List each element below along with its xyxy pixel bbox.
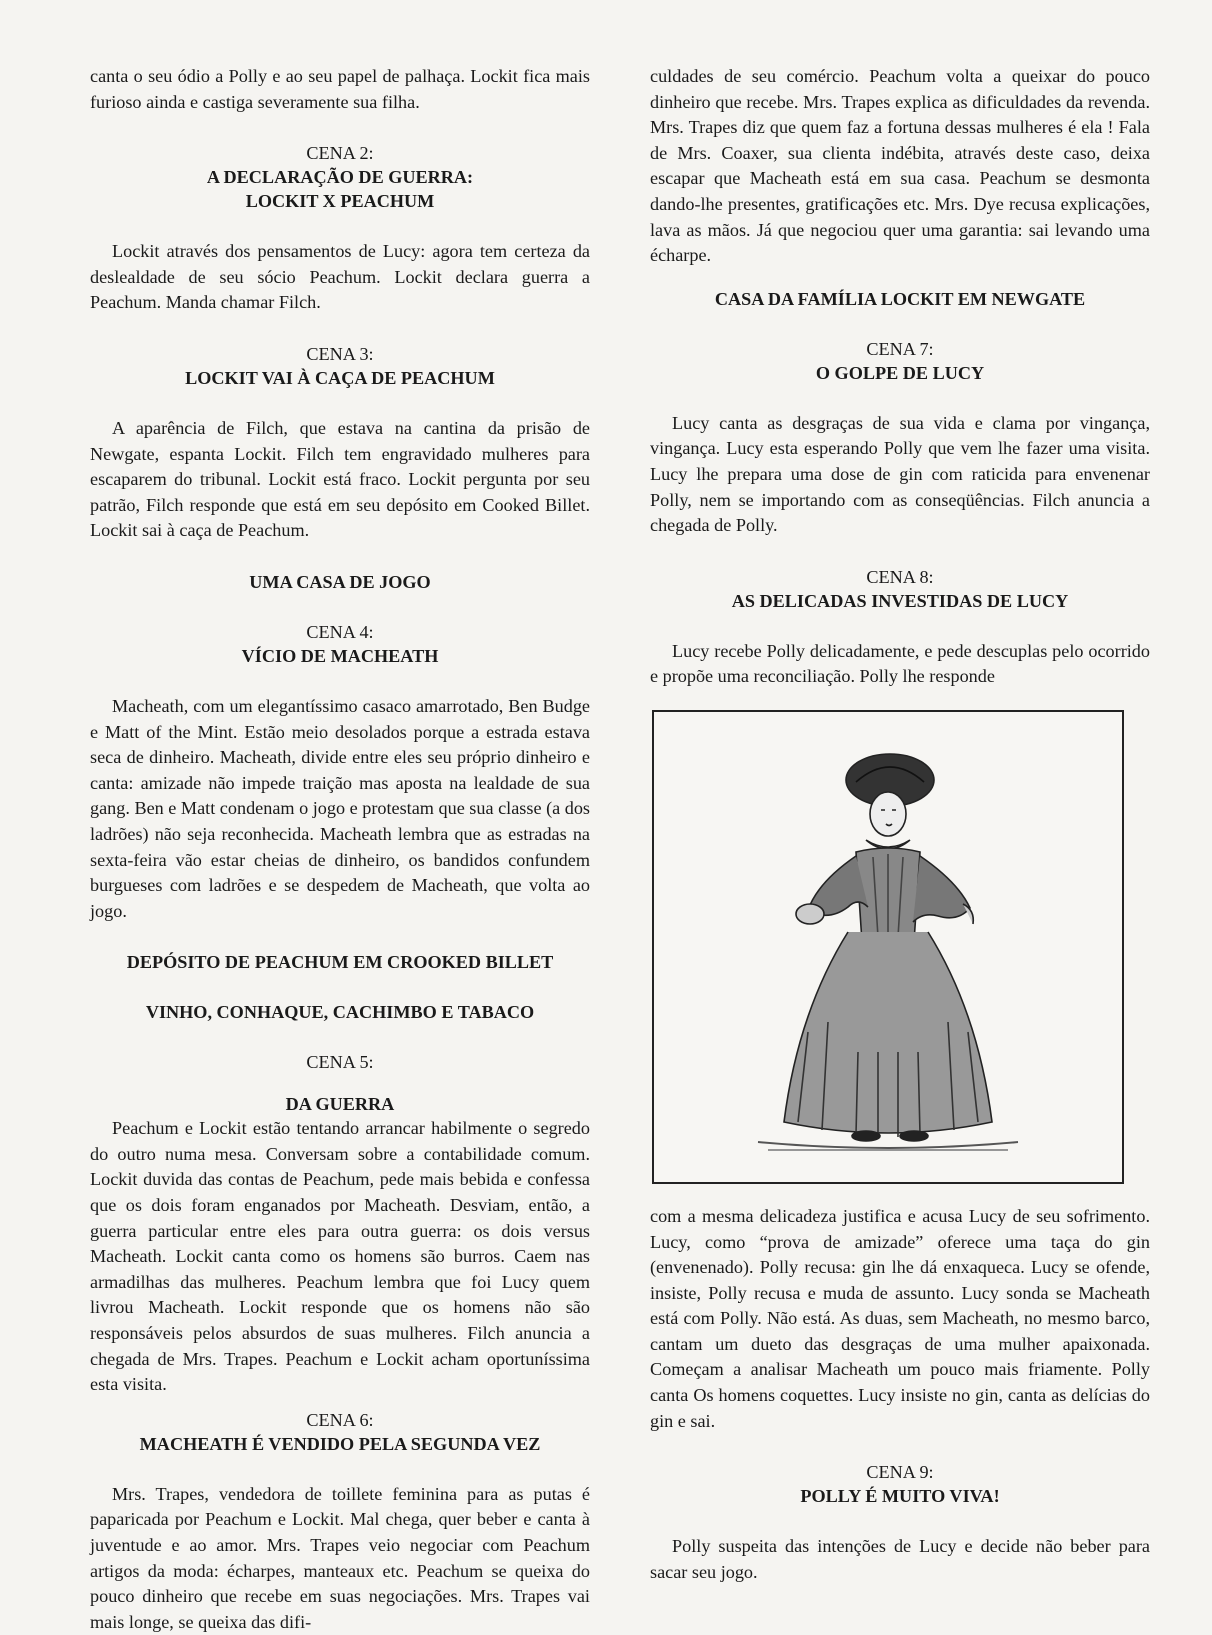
woman-engraving-illustration [738,732,1038,1162]
scene-title: DA GUERRA [285,1094,395,1115]
location-heading: DEPÓSITO DE PEACHUM EM CROOKED BILLET [126,952,554,973]
scene-number: CENA 9: [866,1462,934,1483]
scene-title: LOCKIT X PEACHUM [245,191,435,212]
paragraph: canta o seu ódio a Polly e ao seu papel de palhaça. Lockit fica mais furioso ainda e castiga severamente sua filha. [90,66,590,112]
scene-number: CENA 3: [306,343,374,364]
scene-number: CENA 4: [306,621,374,642]
scene-title: POLLY É MUITO VIVA! [800,1486,1000,1507]
paragraph: Macheath, com um elegantíssimo casaco amarrotado, Ben Budge e Matt of the Mint. Estão meio desolados porque a estrada estava seca de dinheiro. Macheath, divide entre eles seu próprio dinheiro e canta: amizade não impede traição mas aposta na lealdade de sua gang. Ben e Matt condenam o jogo e protestam que sua classe (a dos ladrões) não seja reconhecida. Macheath lembra que as estradas na sexta-feira vão estar cheias de dinheiro, os bandidos confundem burgueses com ladrões e se despedem de Macheath, que volta ao jogo. [90,695,591,921]
scene-number: CENA 6: [306,1409,374,1430]
paragraph: Peachum e Lockit estão tentando arrancar habilmente o segredo do outro numa mesa. Conversam sobre a contabilidade comum. Lockit duvida das contas de Peachum, pede mais bebida e confessa que os dois foram enganados por Macheath. Desviam, então, a guerra particular entre eles para outra guerra: os dois versus Macheath. Lockit canta como os homens são burros. Caem nas armadilhas das mulheres. Peachum lembra que foi Lucy quem livrou Macheath. Lockit responde que os homens não são responsáveis pelos absurdos de suas mulheres. Filch anuncia a chegada de Mrs. Trapes. Peachum e Lockit acham oportuníssima esta visita. [90,1118,590,1395]
scene-title: AS DELICADAS INVESTIDAS DE LUCY [731,590,1069,611]
scene-heading [90,1408,590,1456]
location-heading: UMA CASA DE JOGO [249,571,431,592]
scene-heading [90,141,590,213]
scene-title: VÍCIO DE MACHEATH [241,645,439,666]
left-column [90,64,590,1635]
location-heading: CASA DA FAMÍLIA LOCKIT EM NEWGATE [714,288,1086,309]
scene-number: CENA 7: [866,338,934,359]
scene-title: LOCKIT VAI À CAÇA DE PEACHUM [185,367,495,388]
paragraph: Lockit através dos pensamentos de Lucy: agora tem certeza da deslealdade de seu sócio Peachum. Lockit declara guerra a Peachum. Manda chamar Filch. [90,241,590,313]
scene-heading [650,337,1150,385]
right-column [650,64,1150,1585]
illustration-frame [652,710,1124,1184]
paragraph: com a mesma delicadeza justifica e acusa Lucy de seu sofrimento. Lucy, como “prova de amizade” oferece uma taça do gin (envenenado). Polly recusa: gin lhe dá enxaqueca. Lucy se ofende, insiste, Polly recusa e muda de assunto. Lucy sonda se Macheath está com Polly. Não está. As duas, sem Macheath, no mesmo barco, cantam um dueto das desgraças de uma mulher apaixonada. Começam a analisar Macheath um pouco mais friamente. Polly canta Os homens coquettes. Lucy insiste no gin, canta as delícias do gin e sai. [650,1205,1150,1431]
scene-title: MACHEATH É VENDIDO PELA SEGUNDA VEZ [139,1433,541,1454]
scene-heading [90,620,590,668]
scene-heading [650,565,1150,613]
scene-number: CENA 5: [306,1052,374,1073]
paragraph: Polly suspeita das intenções de Lucy e decide não beber para sacar seu jogo. [650,1536,1150,1582]
scene-heading [90,342,590,390]
scene-number: CENA 8: [866,566,934,587]
scene-heading [90,1050,590,1116]
paragraph: culdades de seu comércio. Peachum volta a queixar do pouco dinheiro que recebe. Mrs. Trapes explica as dificuldades da revenda. Mrs. Trapes diz que quem faz a fortuna dessas mulheres é ela ! Fala de Mrs. Coaxer, sua clienta indébita, através deste caso, deixa escapar que Macheath está em sua casa. Peachum se desmonta dando-lhe presentes, gratificações etc. Mrs. Dye recusa explicações, lava as mãos. Já que negociou quer uma garantia: sai levando uma écharpe. [650,66,1150,266]
paragraph: Mrs. Trapes, vendedora de toillete feminina para as putas é paparicada por Peachum e Lockit. Mal chega, quer beber e canta à juventude e ao amor. Mrs. Trapes veio negociar com Peachum artigos da moda: écharpes, manteaux etc. Peachum se queixa do pouco dinheiro que recebe em suas negociações. Mrs. Trapes vai mais longe, se queixa das difi- [90,1483,590,1632]
scene-heading [650,1460,1150,1508]
paragraph: Lucy canta as desgraças de sua vida e clama por vingança, vingança. Lucy esta esperando Polly que vem lhe fazer uma visita. Lucy lhe prepara uma dose de gin com raticida para envenenar Polly, nem se importando com as conseqüências. Filch anuncia a chegada de Polly. [650,412,1150,536]
scene-title: O GOLPE DE LUCY [815,362,985,383]
paragraph: Lucy recebe Polly delicadamente, e pede descuplas pelo ocorrido e propõe uma reconciliação. Polly lhe responde [650,640,1150,687]
paragraph: A aparência de Filch, que estava na cantina da prisão de Newgate, espanta Lockit. Filch tem engravidado mulheres para escaparem do tribunal. Lockit está fraco. Lockit pergunta por seu patrão, Filch responde que está em seu depósito em Cooked Billet. Lockit sai à caça de Peachum. [90,417,590,541]
scene-title: A DECLARAÇÃO DE GUERRA: [206,167,474,188]
scene-number: CENA 2: [306,143,374,164]
location-subheading: VINHO, CONHAQUE, CACHIMBO E TABACO [145,1002,535,1023]
